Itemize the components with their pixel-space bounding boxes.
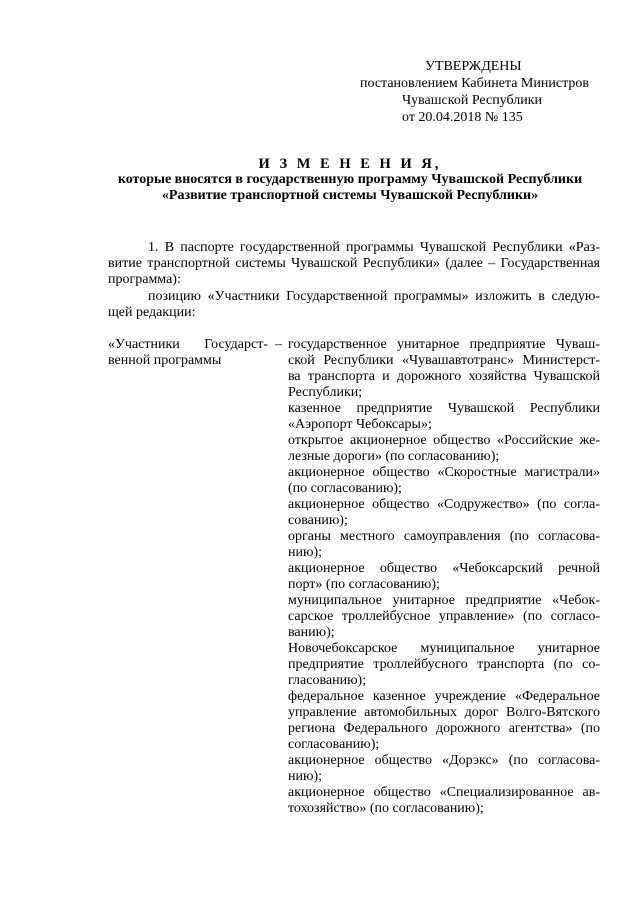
participants-list-line: акционерное общество «Чебоксарский речной xyxy=(288,561,600,576)
participants-list-line: акционерное общество «Скоростные магистрали» xyxy=(288,465,600,480)
approval-line-republic: Чувашской Республики xyxy=(402,93,543,108)
document-heading xyxy=(100,156,600,204)
participants-label-line: «Участники Государст- xyxy=(108,337,268,352)
participants-list-line: муниципальное унитарное предприятие «Чебок- xyxy=(288,593,600,608)
heading-subtitle-line1: которые вносятся в государственную программу Чувашской Республики xyxy=(117,172,583,187)
paragraph-1-line: программа): xyxy=(108,272,181,287)
participants-list-line: нию); xyxy=(288,545,322,560)
participants-list-line: «Аэропорт Чебоксары»; xyxy=(288,417,432,432)
participants-label-line: венной программы xyxy=(108,353,222,368)
paragraph-2-line: щей редакции: xyxy=(108,305,196,320)
approval-title: УТВЕРЖДЕНЫ xyxy=(425,59,522,74)
participants-list-line: ва транспорта и дорожного хозяйства Чувашской xyxy=(288,369,600,384)
participants-label-cell xyxy=(108,337,268,369)
participants-list-line: Республики; xyxy=(288,385,363,400)
participants-list-line: тохозяйство» (по согласованию); xyxy=(288,801,484,816)
participants-list-line: управление автомобильных дорог Волго-Вятского xyxy=(288,705,600,720)
participants-list-line: сованию); xyxy=(288,513,348,528)
participants-list-line: акционерное общество «Дорэкс» (по согласова- xyxy=(288,753,600,768)
participants-list-line: федеральное казенное учреждение «Федеральное xyxy=(288,689,600,704)
participants-list-line: согласованию); xyxy=(288,737,380,752)
participants-list-line: гласованию); xyxy=(288,673,367,688)
participants-list-line: сарское троллейбусное управление» (по согласо- xyxy=(288,609,600,624)
participants-list-line: Новочебоксарское муниципальное унитарное xyxy=(288,641,600,656)
participants-list-line: региона Федерального дорожного агентства» (по xyxy=(288,721,600,736)
paragraph-2-line: позицию «Участники Государственной программы» изложить в следую- xyxy=(148,289,600,304)
participants-list-line: акционерное общество «Содружество» (по согла- xyxy=(288,497,600,512)
participants-list-line: открытое акционерное общество «Российские же- xyxy=(288,433,600,448)
participants-list-line: порт» (по согласованию); xyxy=(288,577,440,592)
paragraph-1-line: витие транспортной системы Чувашской Республики» (далее – Государственная xyxy=(108,256,600,271)
participants-list-line: (по согласованию); xyxy=(288,481,402,496)
participants-list-line: лезные дороги» (по согласованию); xyxy=(288,449,500,464)
participants-list-line: государственное унитарное предприятие Чуваш- xyxy=(288,337,600,352)
heading-title: И З М Е Н Е Н И Я, xyxy=(258,156,442,172)
paragraph-2 xyxy=(108,289,600,321)
participants-list-line: акционерное общество «Специализированное ав- xyxy=(288,785,600,800)
paragraph-1 xyxy=(108,240,600,288)
participants-list-line: предприятие троллейбусного транспорта (по со- xyxy=(288,657,600,672)
participants-list-line: органы местного самоуправления (по согласова- xyxy=(288,529,600,544)
participants-list-cell xyxy=(288,337,600,817)
participants-list-line: ванию); xyxy=(288,625,335,640)
participants-list-line: ской Республики «Чувашавтотранс» Министерст- xyxy=(288,353,600,368)
participants-list-line: нию); xyxy=(288,769,322,784)
approval-line-date: от 20.04.2018 № 135 xyxy=(402,110,523,125)
approval-line-resolution: постановлением Кабинета Министров xyxy=(360,76,589,91)
participants-list-line: казенное предприятие Чувашской Республики xyxy=(288,401,600,416)
table-dash: – xyxy=(275,337,282,352)
heading-subtitle-line2: «Развитие транспортной системы Чувашской Республики» xyxy=(161,188,539,203)
paragraph-1-line: 1. В паспорте государственной программы Чувашской Республики «Раз- xyxy=(148,240,600,255)
approval-stamp xyxy=(340,58,600,126)
